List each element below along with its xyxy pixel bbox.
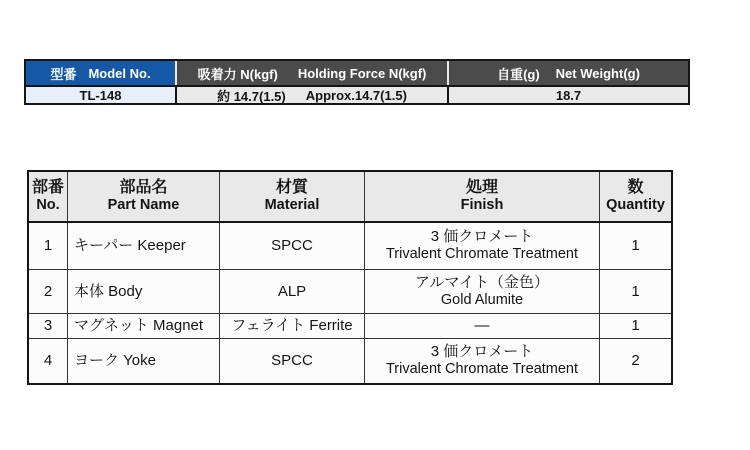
- parts-row2-no: 2: [29, 270, 68, 314]
- parts-row4-finish-en: Trivalent Chromate Treatment: [385, 361, 579, 378]
- spec-value-force-jp: 約 14.7(1.5): [217, 88, 286, 103]
- parts-row1-part-name: キーパー Keeper: [68, 223, 220, 270]
- parts-row4-finish: [365, 339, 600, 383]
- parts-row3-no: 3: [29, 314, 68, 339]
- spec-value-model-no: TL-148: [26, 85, 177, 103]
- parts-row4-part-name: ヨーク Yoke: [68, 339, 220, 383]
- parts-header-finish-jp: 処理: [465, 178, 498, 196]
- parts-row1-material: SPCC: [220, 223, 365, 270]
- parts-row4-no: 4: [29, 339, 68, 383]
- parts-row1-finish: [365, 223, 600, 270]
- spec-table-header-row: [26, 61, 688, 85]
- parts-table: [27, 170, 673, 385]
- spec-header-model: [26, 61, 177, 85]
- spec-header-net-weight: [449, 61, 688, 85]
- parts-row3-finish: [365, 314, 600, 339]
- parts-header-quantity: [600, 172, 671, 223]
- parts-row4-quantity: 2: [631, 352, 640, 369]
- parts-header-finish-en: Finish: [460, 197, 504, 214]
- parts-header-no: [29, 172, 68, 223]
- parts-row4-finish-jp: 3 価クロメート: [430, 343, 534, 361]
- parts-header-material: [220, 172, 365, 223]
- parts-row2-material: ALP: [220, 270, 365, 314]
- parts-row2-finish-jp: アルマイト（金色）: [414, 273, 550, 291]
- parts-row1-finish-jp: 3 価クロメート: [430, 228, 534, 246]
- spec-header-model-jp: 型番: [50, 66, 77, 82]
- parts-header-finish: [365, 172, 600, 223]
- parts-row3-finish-dash: —: [474, 317, 490, 334]
- spec-header-force-jp: 吸着力 N(kgf): [197, 66, 278, 82]
- spec-value-net-weight: 18.7: [449, 85, 688, 103]
- parts-header-qty-jp: 数: [627, 178, 644, 196]
- spec-table: [24, 59, 690, 105]
- parts-row3-quantity: 1: [600, 314, 671, 339]
- spec-value-holding-force: [177, 85, 449, 103]
- parts-row1-finish-en: Trivalent Chromate Treatment: [385, 246, 579, 263]
- spec-header-weight-en: Net Weight(g): [555, 65, 640, 81]
- parts-row1-quantity: 1: [600, 223, 671, 270]
- parts-header-qty-en: Quantity: [606, 197, 665, 214]
- parts-header-material-jp: 材質: [275, 178, 308, 196]
- parts-header-part-en: Part Name: [107, 197, 180, 214]
- spec-header-holding-force: [177, 61, 449, 85]
- parts-header-material-en: Material: [264, 197, 320, 214]
- spec-header-weight-jp: 自重(g): [497, 66, 540, 82]
- parts-row3-part-name: マグネット Magnet: [68, 314, 220, 339]
- parts-row2-part-name: 本体 Body: [68, 270, 220, 314]
- parts-row2-finish-en: Gold Alumite: [440, 291, 524, 308]
- parts-row4-material: SPCC: [220, 339, 365, 383]
- spec-header-force-en: Holding Force N(kgf): [297, 65, 427, 81]
- parts-header-part-jp: 部品名: [119, 178, 168, 196]
- spec-value-force-en: Approx.14.7(1.5): [305, 87, 407, 103]
- spec-header-model-en: Model No.: [88, 65, 151, 81]
- parts-header-no-en: No.: [36, 197, 60, 214]
- parts-header-part-name: [68, 172, 220, 223]
- parts-header-no-jp: 部番: [31, 178, 64, 196]
- parts-row3-material: フェライト Ferrite: [220, 314, 365, 339]
- spec-table-data-row: [26, 85, 688, 103]
- parts-row2-quantity: 1: [600, 270, 671, 314]
- parts-row1-no: 1: [29, 223, 68, 270]
- parts-row2-finish: [365, 270, 600, 314]
